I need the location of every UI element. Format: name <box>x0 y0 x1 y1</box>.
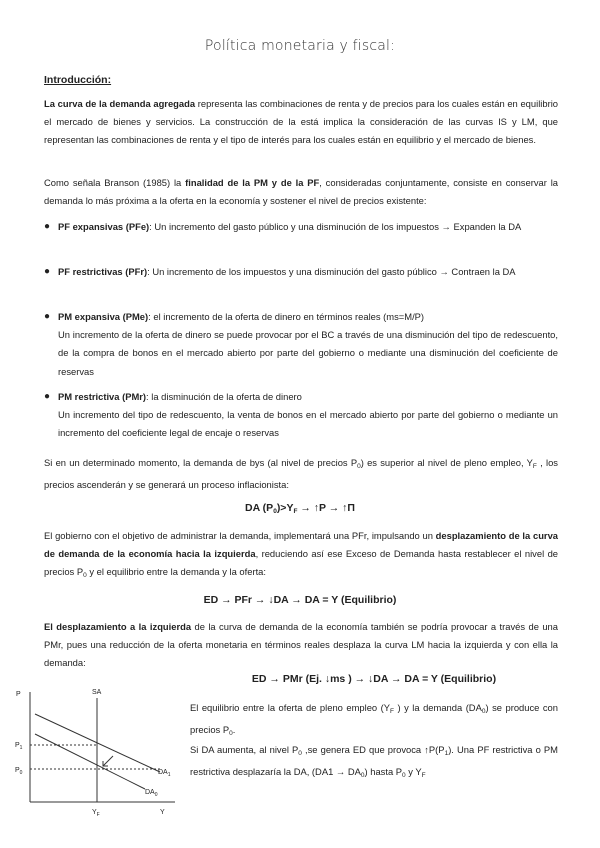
paragraph-text: representa las combinaciones de renta y de precios para los cuales están en equilibrio el mercado de bienes y servicios. La construcción de la está implica la consideración de las curvas IS y LM, que representan las combinaciones de renta y el tipo de interés para los cuales están en equilibrio y el mercado de bienes. <box>44 98 558 146</box>
paragraph-text: y Y <box>405 766 422 778</box>
paragraph-pmr <box>44 618 558 673</box>
paragraph-text: ) hasta P <box>364 766 403 778</box>
subscript: 0 <box>357 463 361 470</box>
bullet-body: : el incremento de la oferta de dinero en términos reales (ms=M/P) <box>148 311 425 322</box>
paragraph-text: ,se genera ED que provoca ↑P(P <box>301 744 445 755</box>
sa-label: SA <box>92 689 102 696</box>
shift-arrow <box>103 756 113 766</box>
subscript: 0 <box>298 750 302 757</box>
bold-term: El desplazamiento a la izquierda <box>44 621 192 632</box>
bullet-body: : la disminución de la oferta de dinero <box>146 391 302 402</box>
bullet-body: : Un incremento del gasto público y una disminución de los impuestos → Expanden la DA <box>149 221 522 232</box>
formula-text: )>Y <box>276 502 294 514</box>
p0-sub: 0 <box>19 770 23 776</box>
p1-label <box>15 742 23 751</box>
paragraph-text: Como señala Branson (1985) la <box>44 177 186 188</box>
subscript: 0 <box>360 772 365 780</box>
ad-as-graph <box>10 684 185 819</box>
bullet-dot: ● <box>44 311 51 322</box>
subscript: F <box>390 708 394 715</box>
paragraph-text: ) es superior al nivel de pleno empleo, Y <box>360 457 533 468</box>
da0-label-text: DA <box>145 789 155 796</box>
bold-term: PF expansivas (PFe) <box>58 221 150 232</box>
bold-term: La curva de la demanda agregada <box>44 98 196 109</box>
yf-label <box>92 809 100 818</box>
y-label: Y <box>160 809 165 816</box>
yf-label-text: Y <box>92 809 97 816</box>
da1-label <box>158 769 171 778</box>
paragraph-text: ) se produce con precios P <box>190 702 558 736</box>
bullet-text <box>58 308 558 381</box>
subscript: 0 <box>229 730 233 738</box>
paragraph-text: y el equilibrio entre la demanda y la oferta: <box>86 566 266 578</box>
formula-text: DA (P <box>244 502 274 514</box>
paragraph-text: , reduciendo así ese Exceso de Demanda hasta restablecer el nivel de precios P <box>44 548 559 578</box>
da0-label <box>145 789 158 798</box>
p0-label-text: P <box>15 767 20 774</box>
subscript: F <box>421 772 426 780</box>
bullet-item <box>44 388 558 443</box>
paragraph-text: , los precios ascenderán y se generará un proceso inflacionista: <box>44 457 558 491</box>
bold-term: desplazamiento de la curva de demanda de la economía hacia la izquierda <box>44 530 558 560</box>
da1-label-text: DA <box>158 769 168 776</box>
subscript: 0 <box>273 508 277 515</box>
bullet-item <box>44 263 558 281</box>
paragraph-text: El gobierno con el objetivo de administrar la demanda, implementará una PFr, impulsando un <box>44 530 436 541</box>
side-paragraph-equilibrium <box>190 699 558 743</box>
paragraph-text: El equilibrio entre la oferta de pleno empleo (Y <box>190 702 390 713</box>
da0-sub: 0 <box>154 792 158 798</box>
side-paragraph-shift <box>190 741 558 785</box>
bullet-extra: Un incremento de la oferta de dinero se puede provocar por el BC a través de una disminución del tipo de redescuento, de la compra de bonos en el mercado abierto por parte del gobierno o mediante una disminución del coeficiente de reservas <box>58 329 558 377</box>
subscript: 0 <box>481 708 486 715</box>
bold-term: PF restrictivas (PFr) <box>58 266 148 277</box>
subscript: F <box>532 463 537 470</box>
paragraph-branson <box>44 174 558 210</box>
paragraph-demand-curve <box>44 95 558 150</box>
p0-label <box>15 767 23 776</box>
paragraph-pfr <box>44 527 558 586</box>
bullet-text <box>58 388 558 443</box>
formula-text: → ↑P → ↑Π <box>297 502 356 514</box>
bullet-item <box>44 308 558 381</box>
bullet-extra: Un incremento del tipo de redescuento, la venta de bonos en el mercado abierto por parte del gobierno o mediante un incremento del coeficiente legal de encaje o reservas <box>58 409 558 439</box>
yf-sub: F <box>96 812 100 818</box>
paragraph-inflation <box>44 454 558 494</box>
bullet-text <box>58 263 558 281</box>
bullet-text <box>58 218 558 236</box>
bullet-dot: ● <box>44 266 51 277</box>
p1-label-text: P <box>15 742 20 749</box>
subscript: 1 <box>444 750 449 757</box>
paragraph-text: ) y la demanda (DA <box>393 702 482 713</box>
bold-term: PM expansiva (PMe) <box>58 311 149 322</box>
formula-pfr: ED → PFr → ↓DA → DA = Y (Equilibrio) <box>203 594 397 606</box>
paragraph-text: Si DA aumenta, al nivel P <box>190 744 299 755</box>
bullet-item <box>44 218 558 236</box>
intro-heading: Introducción: <box>44 74 112 86</box>
bullet-body: : Un incremento de los impuestos y una disminución del gasto público → Contraen la DA <box>147 266 516 277</box>
bold-term: finalidad de la PM y de la PF <box>185 177 320 188</box>
subscript: 0 <box>83 572 87 580</box>
p-axis-label: P <box>16 691 21 698</box>
formula-inflation <box>0 502 600 515</box>
paragraph-text: , consideradas conjuntamente, consiste en conservar la demanda lo más próxima a la oferta en la economía y sostener el nivel de precios existente: <box>44 177 558 207</box>
page-title: Política monetaria y fiscal: <box>204 38 396 54</box>
subscript: 0 <box>402 772 406 780</box>
paragraph-text: Si en un determinado momento, la demanda de bys (al nivel de precios P <box>44 457 358 468</box>
paragraph-text: . <box>232 724 236 736</box>
subscript: F <box>293 508 298 515</box>
bold-term: PM restrictiva (PMr) <box>58 391 147 402</box>
bullet-dot: ● <box>44 391 51 402</box>
bullet-dot: ● <box>44 221 51 232</box>
p1-sub: 1 <box>19 745 23 751</box>
da1-sub: 1 <box>167 772 171 778</box>
da0-curve <box>35 734 145 789</box>
formula-pmr: ED → PMr (Ej. ↓ms ) → ↓DA → DA = Y (Equilibrio) <box>251 673 497 685</box>
paragraph-text: de la curva de demanda de la economía también se podría provocar a través de una PMr, pues una reducción de la oferta monetaria en términos reales desplaza la curva LM hacia la izquierda y con ella la demanda: <box>44 621 558 669</box>
paragraph-text: ). Una PF restrictiva o PM restrictiva desplazaría la DA, (DA1 → DA <box>190 744 558 778</box>
